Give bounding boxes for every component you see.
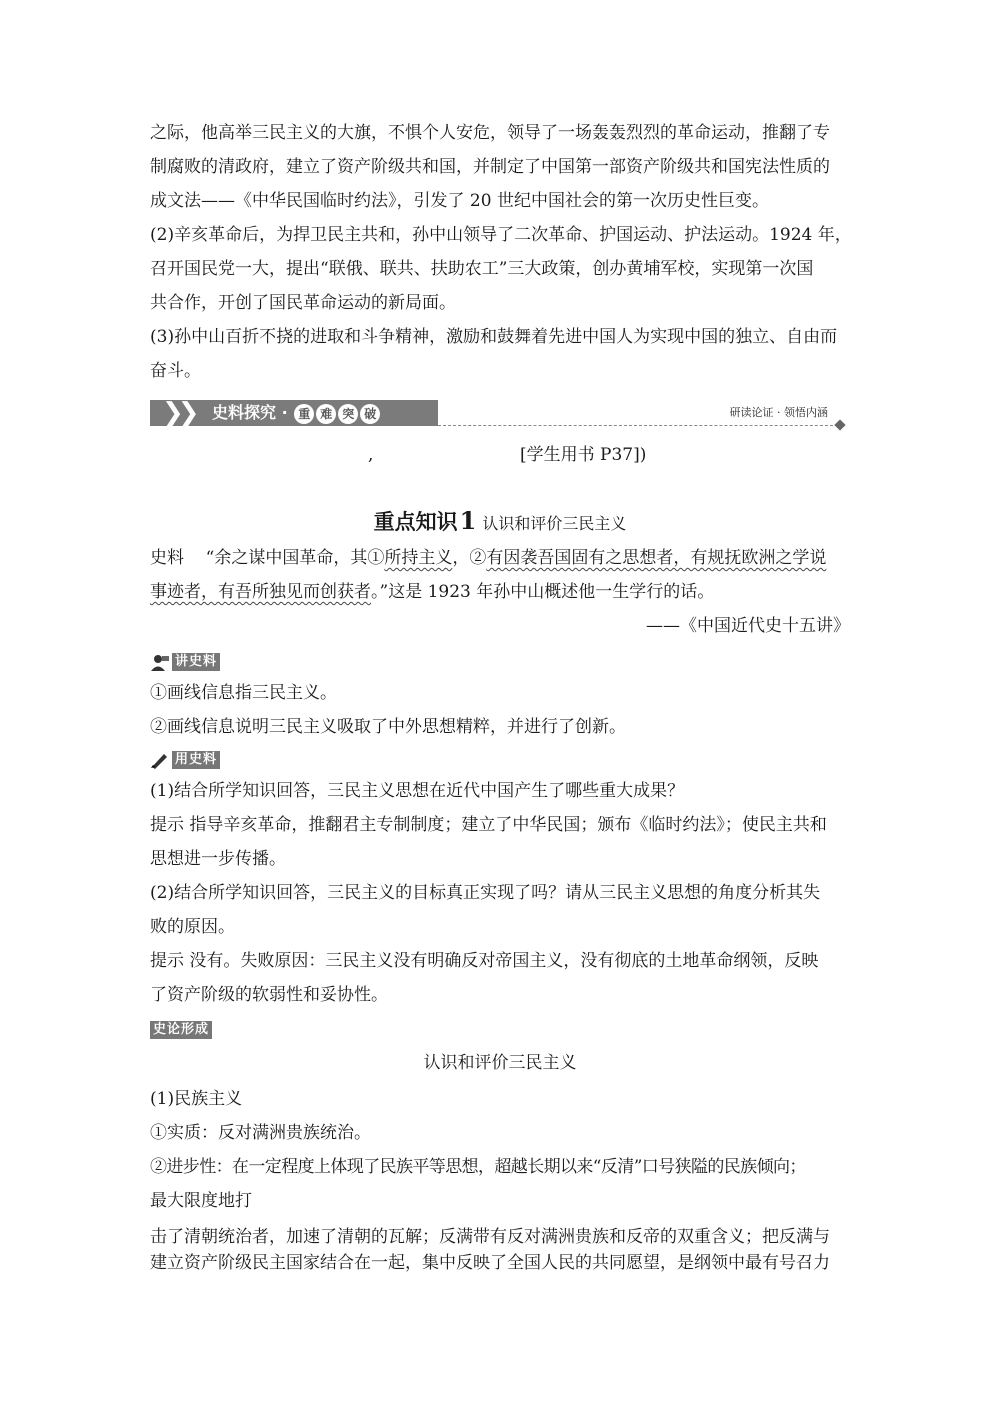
conclusion-title: 认识和评价三民主义	[423, 1053, 577, 1073]
conclusion-line: (1)民族主义	[150, 1089, 243, 1109]
conclusion-tag	[150, 1019, 212, 1041]
intro-line: 制腐败的清政府，建立了资产阶级共和国，并制定了中国第一部资产阶级共和国宪法性质的	[150, 157, 830, 177]
heading-main: 重点知识	[373, 510, 458, 534]
intro-line: 奋斗。	[150, 361, 201, 381]
intro-line: 之际，他高举三民主义的大旗，不惧个人安危，领导了一场轰轰烈烈的革命运动，推翻了专	[150, 123, 830, 143]
banner-title	[212, 400, 381, 426]
source-label: 史料	[150, 548, 184, 568]
source-text: 。”这是 1923 年孙中山概述他一生学行的话。	[371, 582, 715, 602]
banner-subtitle: 研读论证 · 领悟内涵	[729, 406, 828, 419]
banner-dot: ·	[281, 403, 288, 422]
banner-title-char: 破	[360, 404, 380, 424]
section-banner	[150, 398, 850, 432]
underlined-text: 所持主义	[384, 548, 453, 568]
use-line: 败的原因。	[150, 917, 235, 937]
banner-title-char: 难	[316, 404, 336, 424]
underlined-text: 有因袭吾国固有之思想者，有规抚欧洲之学说	[486, 548, 827, 568]
heading-subtitle: 认识和评价三民主义	[482, 514, 627, 533]
use-line: (1)结合所学知识回答，三民主义思想在近代中国产生了哪些重大成果？	[150, 781, 685, 801]
explain-label: 讲史料	[172, 653, 220, 671]
conclusion-line: 最大限度地打	[150, 1191, 252, 1211]
section-heading	[0, 506, 1000, 536]
use-line: 提示 指导辛亥革命，推翻君主专制制度；建立了中华民国；颁布《临时约法》；使民主共和	[150, 815, 827, 835]
conclusion-label: 史论形成	[150, 1021, 212, 1039]
banner-title-char: 突	[338, 404, 358, 424]
conclusion-line: ①实质：反对满洲贵族统治。	[150, 1123, 371, 1143]
banner-title-char: 重	[294, 404, 314, 424]
intro-line: 召开国民党一大，提出“联俄、联共、扶助农工”三大政策，创办黄埔军校，实现第一次国	[150, 259, 814, 279]
use-line: 了资产阶级的软弱性和妥协性。	[150, 985, 388, 1005]
ref-comma: ,	[368, 445, 374, 465]
teacher-icon	[150, 653, 172, 671]
book-reference: [学生用书 P37])	[520, 445, 647, 465]
use-tag	[150, 749, 220, 771]
source-text: ，②	[452, 548, 487, 568]
explain-item: ②画线信息说明三民主义吸取了中外思想精粹，并进行了创新。	[150, 717, 626, 737]
use-label: 用史料	[172, 751, 220, 769]
source-text: “余之谋中国革命，其①	[205, 548, 385, 568]
heading-number: 1	[459, 506, 477, 535]
pen-icon	[150, 751, 172, 769]
use-line: 思想进一步传播。	[150, 849, 286, 869]
source-line	[150, 546, 850, 570]
conclusion-line: 击了清朝统治者，加速了清朝的瓦解；反满带有反对满洲贵族和反帝的双重含义；把反满与	[150, 1227, 830, 1247]
chevron-right-icon: ❯❯	[162, 398, 194, 428]
conclusion-line: 建立资产阶级民主国家结合在一起，集中反映了全国人民的共同愿望，是纲领中最有号召力	[150, 1253, 830, 1273]
intro-line: 共合作，开创了国民革命运动的新局面。	[150, 293, 456, 313]
intro-line: 成文法——《中华民国临时约法》，引发了 20 世纪中国社会的第一次历史性巨变。	[150, 191, 769, 211]
conclusion-line: ②进步性：在一定程度上体现了民族平等思想，超越长期以来“反清”口号狭隘的民族倾向；	[150, 1157, 806, 1177]
explain-item: ①画线信息指三民主义。	[150, 683, 337, 703]
diamond-icon	[834, 419, 845, 430]
explain-tag	[150, 651, 220, 673]
intro-line: (3)孙中山百折不挠的进取和斗争精神，激励和鼓舞着先进中国人为实现中国的独立、自由而	[150, 327, 838, 347]
intro-line: (2)辛亥革命后，为捍卫民主共和，孙中山领导了二次革命、护国运动、护法运动。1924 年，	[150, 225, 852, 245]
source-line	[150, 580, 850, 604]
source-citation: ——《中国近代史十五讲》	[646, 616, 850, 636]
use-line: 提示 没有。失败原因：三民主义没有明确反对帝国主义，没有彻底的土地革命纲领，反映	[150, 951, 819, 971]
underlined-text: 事迹者，有吾所独见而创获者	[150, 582, 371, 602]
use-line: (2)结合所学知识回答，三民主义的目标真正实现了吗？请从三民主义思想的角度分析其失	[150, 883, 821, 903]
banner-divider	[438, 425, 838, 426]
banner-title-text: 史料探究	[212, 403, 277, 422]
